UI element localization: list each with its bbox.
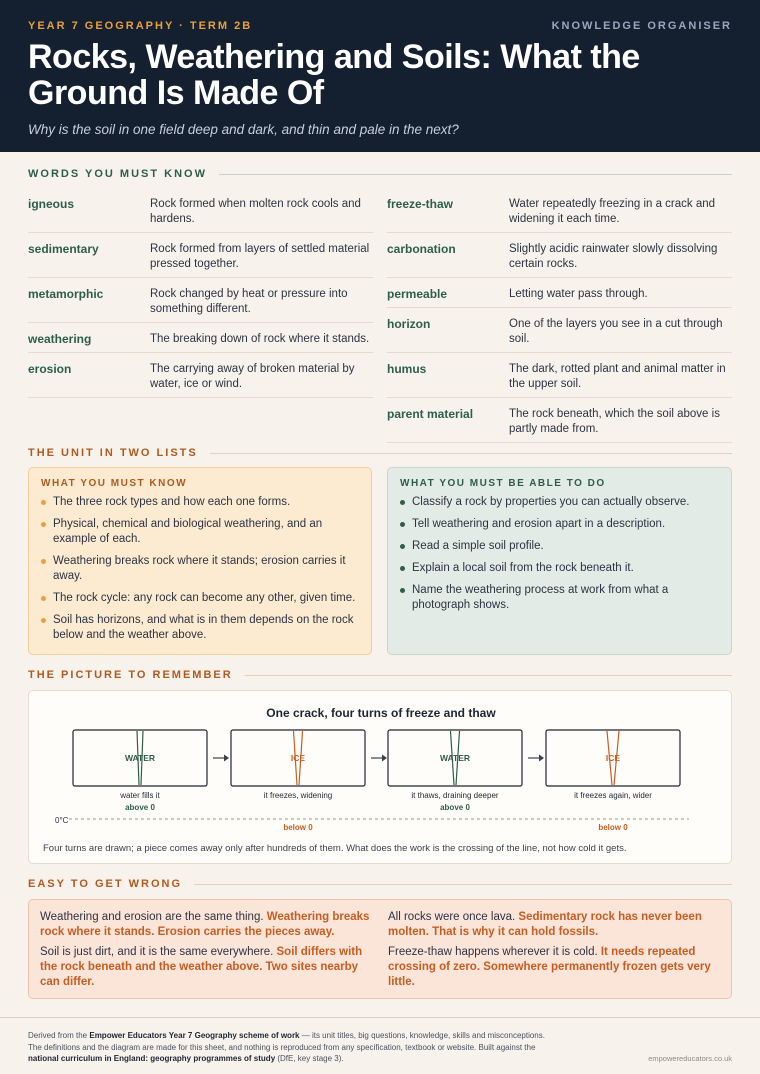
vocab-definition: The dark, rotted plant and animal matter in the upper soil. [509, 363, 726, 390]
misconception [40, 945, 370, 990]
misconceptions-panel [28, 899, 732, 999]
arrow-icon [224, 755, 229, 762]
footer-attribution: Derived from the Empower Educators Year 7 Geography scheme of work — its unit titles, big questions, knowledge, skills and misconceptions. The definitions and the diagram are made for this sheet, and nothing is reproduced from any specification, textbook or website. Built against the national curriculum in England: geography programmes of study (DfE, key stage 3). [28, 1031, 545, 1063]
vocab-row [387, 278, 732, 308]
misconception-fix: Sedimentary rock has never been molten. That is why it can hold fossils. [388, 911, 702, 938]
list-item: Soil has horizons, and what is in them depends on the rock below and the weather above. [41, 613, 359, 643]
vocab-term: weathering [28, 332, 92, 346]
vocab-row [28, 278, 373, 323]
vocab-row [387, 398, 732, 443]
vocab-definition: Slightly acidic rainwater slowly dissolving certain rocks. [509, 243, 718, 270]
vocab-row [387, 188, 732, 233]
vocab-term: metamorphic [28, 287, 104, 301]
list-item: Explain a local soil from the rock beneath it. [400, 561, 719, 576]
vocab-term: erosion [28, 362, 72, 376]
vocab-list-left [28, 188, 373, 398]
scheme-name: Empower Educators Year 7 Geography scheme of work [89, 1031, 300, 1040]
vocab-term: carbonation [387, 242, 456, 256]
vocab-row [28, 188, 373, 233]
vocab-definition: One of the layers you see in a cut through soil. [509, 318, 723, 345]
list-item: Read a simple soil profile. [400, 539, 719, 554]
panel-caption: water fills it [120, 791, 160, 800]
misconception [388, 910, 718, 940]
vocab-term: horizon [387, 317, 431, 331]
crack-state-label: WATER [439, 753, 471, 763]
header [0, 0, 760, 152]
vocab-term: igneous [28, 197, 75, 211]
must-know-panel [28, 467, 372, 655]
temperature-label: below 0 [598, 823, 628, 832]
misconception-myth: Soil is just dirt, and it is the same everywhere. [40, 946, 274, 958]
list-item: Tell weathering and erosion apart in a description. [400, 517, 719, 532]
section-heading-wrong: EASY TO GET WRONG [28, 878, 732, 890]
list-item: Classify a rock by properties you can actually observe. [400, 495, 719, 510]
misconception-myth: Freeze-thaw happens wherever it is cold. [388, 946, 598, 958]
temperature-label: below 0 [283, 823, 313, 832]
crack-state-label: ICE [605, 753, 621, 763]
vocab-row [28, 233, 373, 278]
curriculum-name: national curriculum in England: geography programmes of study [28, 1054, 276, 1063]
vocab-definition: Letting water pass through. [509, 288, 648, 300]
panel-caption: it freezes again, wider [574, 791, 652, 800]
vocab-term: freeze-thaw [387, 197, 454, 211]
misconception-fix: It needs repeated crossing of zero. Somewhere permanently frozen gets very little. [388, 946, 711, 988]
freeze-thaw-svg [29, 691, 733, 865]
must-know-list [41, 495, 359, 643]
vocab-term: sedimentary [28, 242, 99, 256]
vocab-row [28, 323, 373, 353]
vocab-definition: Rock changed by heat or pressure into something different. [150, 288, 348, 315]
page-title: Rocks, Weathering and Soils: What the Ground Is Made Of [28, 38, 640, 112]
section-heading-picture: THE PICTURE TO REMEMBER [28, 669, 732, 681]
vocab-definition: Rock formed when molten rock cools and hardens. [150, 198, 361, 225]
course-kicker: YEAR 7 GEOGRAPHY · TERM 2B [28, 20, 253, 32]
list-item: The three rock types and how each one forms. [41, 495, 359, 510]
diagram-note: Four turns are drawn; a piece comes away only after hundreds of them. What does the work is the crossing of the line, not how cold it gets. [43, 843, 627, 854]
panel-title: WHAT YOU MUST BE ABLE TO DO [400, 478, 606, 489]
temperature-label: above 0 [125, 803, 155, 812]
panel-caption: it thaws, draining deeper [411, 791, 499, 800]
misconception [40, 910, 370, 940]
freeze-thaw-diagram [28, 690, 732, 864]
vocab-term: permeable [387, 287, 448, 301]
misconception [388, 945, 718, 990]
vocab-row [28, 353, 373, 398]
vocab-row [387, 353, 732, 398]
vocab-definition: The rock beneath, which the soil above is partly made from. [509, 408, 720, 435]
misconception-fix: Weathering breaks rock where it stands. Erosion carries the pieces away. [40, 911, 370, 938]
vocab-definition: The carrying away of broken material by water, ice or wind. [150, 363, 355, 390]
zero-degree-label: 0°C [55, 816, 69, 825]
section-heading-vocab: WORDS YOU MUST KNOW [28, 168, 732, 180]
arrow-icon [539, 755, 544, 762]
misconception-myth: All rocks were once lava. [388, 911, 516, 923]
vocab-row [387, 233, 732, 278]
vocab-list-right [387, 188, 732, 443]
vocab-row [387, 308, 732, 353]
misconception-fix: Soil differs with the rock beneath and the weather above. Two sites nearby can differ. [40, 946, 363, 988]
vocab-definition: The breaking down of rock where it stands. [150, 333, 370, 345]
panel-title: WHAT YOU MUST KNOW [41, 478, 188, 489]
site-url: empowereducators.co.uk [648, 1054, 732, 1063]
diagram-title: One crack, four turns of freeze and thaw [266, 706, 496, 720]
vocab-term: humus [387, 362, 427, 376]
arrow-icon [382, 755, 387, 762]
list-item: The rock cycle: any rock can become any other, given time. [41, 591, 359, 606]
must-do-panel [387, 467, 732, 655]
list-item: Weathering breaks rock where it stands; erosion carries it away. [41, 554, 359, 584]
list-item: Physical, chemical and biological weathering, and an example of each. [41, 517, 359, 547]
vocab-definition: Water repeatedly freezing in a crack and widening it each time. [509, 198, 716, 225]
page-subtitle: Why is the soil in one field deep and dark, and thin and pale in the next? [28, 122, 459, 137]
must-do-list [400, 495, 719, 613]
temperature-label: above 0 [440, 803, 470, 812]
vocab-term: parent material [387, 407, 474, 421]
crack-state-label: ICE [290, 753, 306, 763]
list-item: Name the weathering process at work from what a photograph shows. [400, 583, 719, 613]
section-heading-unit: THE UNIT IN TWO LISTS [28, 447, 732, 459]
misconception-myth: Weathering and erosion are the same thing. [40, 911, 264, 923]
panel-caption: it freezes, widening [263, 791, 333, 800]
doc-type-label: KNOWLEDGE ORGANISER [551, 20, 732, 32]
footer [0, 1017, 760, 1074]
vocab-definition: Rock formed from layers of settled material pressed together. [150, 243, 370, 270]
crack-state-label: WATER [124, 753, 156, 763]
